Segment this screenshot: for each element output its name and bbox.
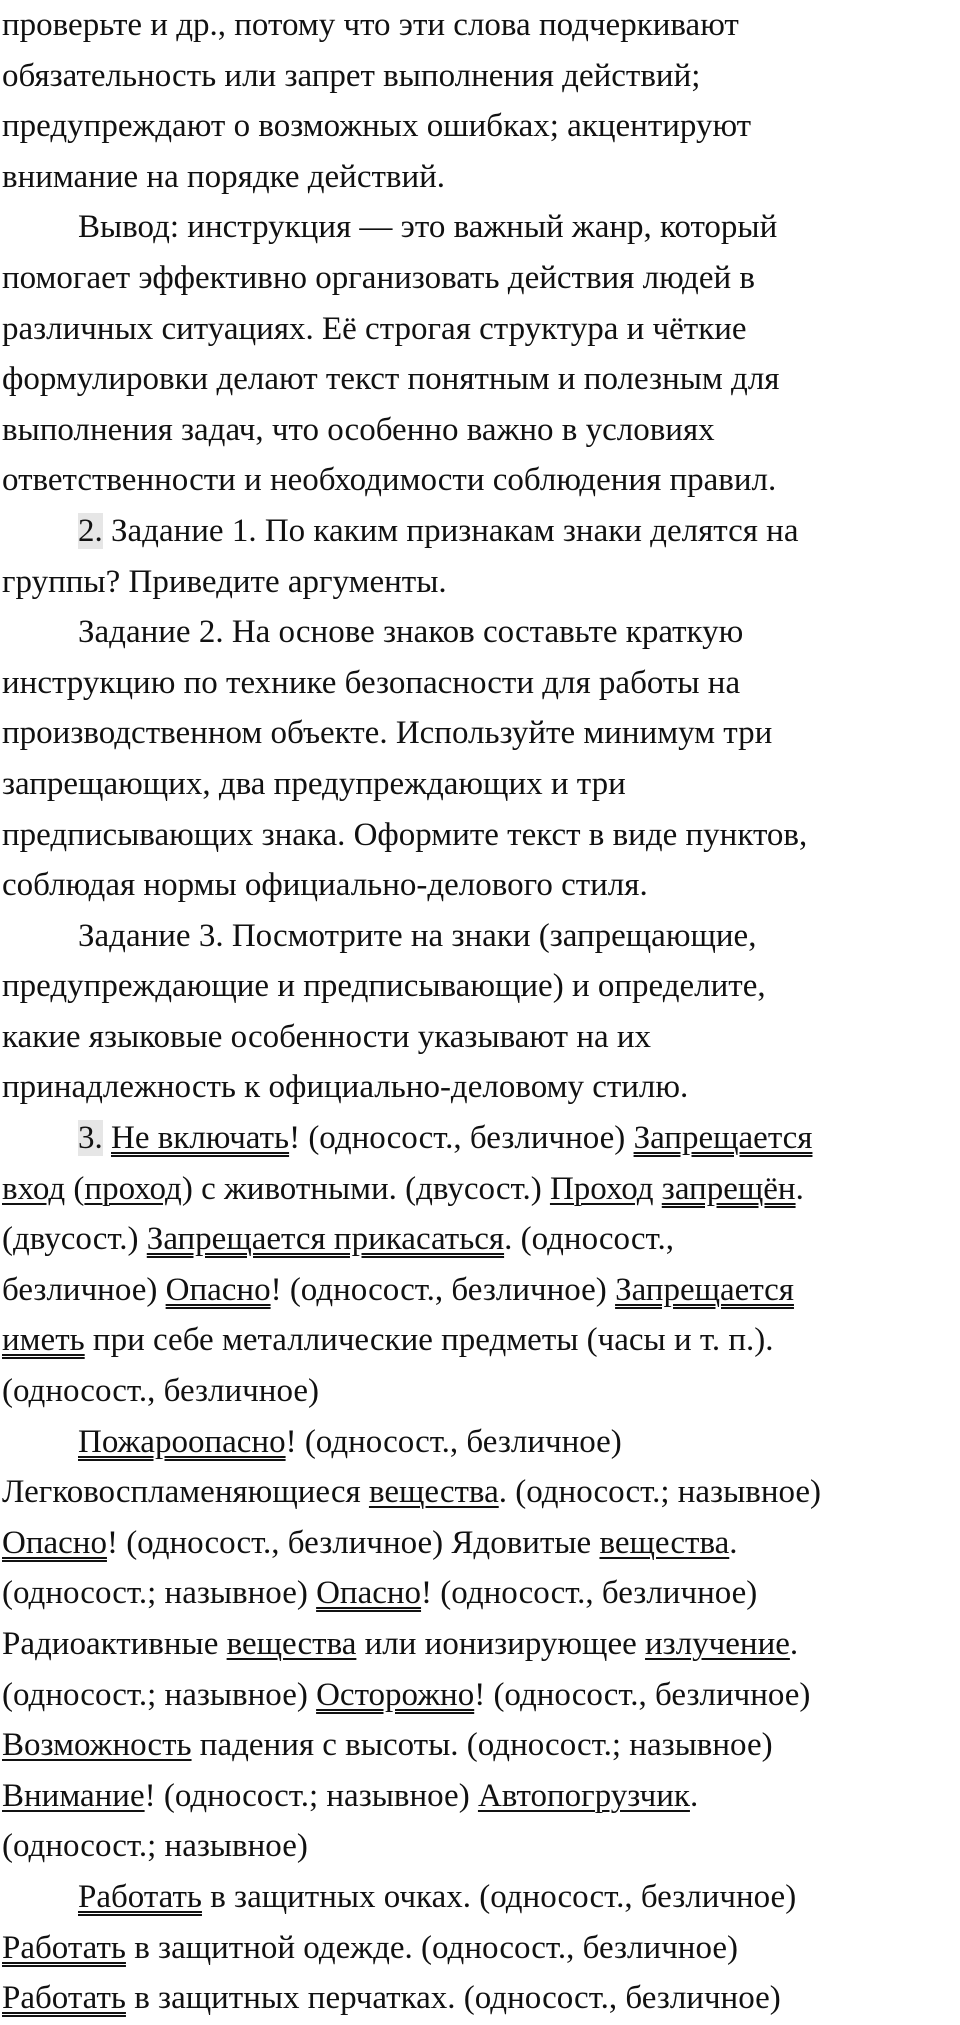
text-run: при себе металлические предметы (часы и т. п.). [84,1322,774,1359]
text-run: . [789,1626,799,1662]
text-run: . (односост., [504,1221,674,1258]
predicate-word: запрещён [661,1170,796,1207]
text-line [0,911,960,962]
text-run: ! (односост., безличное) [285,1423,622,1460]
text-run [654,1171,662,1207]
text-line [0,1619,960,1670]
text-line [0,810,960,861]
text-line [0,253,960,304]
subject-word: вещества [599,1524,730,1561]
text-run: формулировки делают текст понятным и полезным для [2,361,780,398]
text-run: предупреждающие и предписывающие) и определите, [2,968,766,1005]
text-run: в защитной одежде. (односост., безличное) [125,1929,738,1966]
item-number: 3. [78,1120,103,1157]
predicate-word: иметь [2,1322,85,1359]
predicate-word: Опасно [2,1524,107,1561]
text-line [0,304,960,355]
text-line [0,152,960,203]
text-line [0,0,960,51]
text-run: ! (односост., безличное) [270,1271,616,1308]
predicate-word: Опасно [165,1271,271,1308]
text-run: (односост.; назывное) [2,1676,317,1713]
text-run: Задание 2. На основе знаков составьте краткую [78,614,744,651]
predicate-word: Запрещается прикасаться [146,1221,505,1258]
text-line [0,1771,960,1822]
text-run: . [689,1777,699,1814]
text-line [0,1417,960,1468]
predicate-word: Опасно [316,1575,422,1612]
text-run: падения с высоты. (односост.; назывное) [191,1727,773,1764]
subject-word: Внимание [2,1777,145,1814]
text-line [0,1670,960,1721]
text-line [0,1467,960,1518]
text-run: предупреждают о возможных ошибках; акцентируют [2,108,752,145]
text-line [0,1315,960,1366]
text-line [0,1568,960,1619]
text-run: обязательность или запрет выполнения действий; [2,57,701,94]
subject-word: вещества [226,1626,357,1662]
text-run: ! (односост., безличное) [289,1120,634,1157]
text-run: какие языковые особенности указывают на их [2,1018,652,1055]
text-run: ответственности и необходимости соблюдения правил. [2,462,777,499]
text-line [0,1214,960,1265]
text-line [0,101,960,152]
text-run: соблюдая нормы официально-делового стиля. [2,867,648,904]
predicate-word: Работать [2,1980,126,2017]
text-run: Вывод: инструкция — это важный жанр, который [78,209,778,246]
text-run: (двусост.) [2,1221,147,1258]
text-run: Задание 1. По каким признакам знаки делятся на [102,512,799,549]
predicate-word: Пожароопасно [78,1423,286,1460]
text-run: Радиоактивные [2,1626,227,1662]
text-run: ( [65,1170,85,1207]
item-number: 2. [78,512,103,549]
subject-word: вход [2,1170,66,1207]
predicate-word: Работать [2,1929,126,1966]
text-run: или ионизирующее [356,1626,646,1662]
text-run: внимание на порядке действий. [2,158,446,195]
text-run: предписывающих знака. Оформите текст в виде пунктов, [2,816,808,853]
text-line [0,405,960,456]
subject-word: Автопогрузчик [477,1777,690,1814]
subject-word: Возможность [2,1727,192,1764]
text-run: ! (односост., безличное) [474,1676,811,1713]
text-line [0,1973,960,2024]
text-line [0,1720,960,1771]
text-run: инструкцию по технике безопасности для работы на [2,664,741,701]
text-run: проверьте и др., потому что эти слова подчеркивают [2,7,739,43]
text-line [0,1012,960,1063]
text-run: Задание 3. Посмотрите на знаки (запрещающие, [78,917,757,954]
text-run: (односост.; назывное) [2,1575,317,1612]
text-run: ) с животными. (двусост.) [181,1170,550,1207]
text-line [0,51,960,102]
text-run: . [795,1170,804,1207]
text-run: помогает эффективно организовать действия людей в [2,259,755,296]
text-line [0,1366,960,1417]
text-run: ! (односост.; назывное) [144,1777,478,1814]
text-run: (односост., безличное) [2,1373,319,1410]
text-line [0,455,960,506]
text-run: ! (односост., безличное) [421,1575,758,1612]
text-line [0,1872,960,1923]
predicate-word: Работать [78,1878,202,1915]
text-run: запрещающих, два предупреждающих и три [2,765,626,802]
text-run: в защитных очках. (односост., безличное) [201,1878,797,1915]
text-line [0,708,960,759]
text-run: ! (односост., безличное) Ядовитые [106,1524,600,1561]
subject-word: проход [84,1170,182,1207]
subject-word: излучение [645,1626,790,1662]
predicate-word: Не включать [111,1120,290,1157]
text-line [0,1518,960,1569]
text-line [0,1821,960,1872]
text-line [0,1062,960,1113]
text-line [0,1923,960,1974]
text-run: группы? Приведите аргументы. [2,563,447,600]
text-line [0,202,960,253]
text-line [0,506,960,557]
text-line [0,759,960,810]
text-run: принадлежность к официально-деловому стилю. [2,1069,689,1106]
predicate-word: Запрещается [615,1271,794,1308]
text-line [0,961,960,1012]
text-run: производственном объекте. Используйте минимум три [2,715,773,752]
text-line [0,1164,960,1215]
text-run: безличное) [2,1271,166,1308]
text-run: . (односост.; назывное) [498,1474,822,1511]
predicate-word: Осторожно [316,1676,475,1713]
text-line [0,557,960,608]
predicate-word: Запрещается [633,1120,813,1157]
subject-word: вещества [368,1474,499,1511]
text-run: (односост.; назывное) [2,1828,308,1865]
text-line [0,1113,960,1164]
text-line [0,860,960,911]
text-line [0,354,960,405]
subject-word: Проход [549,1170,654,1207]
text-run: Легковоспламеняющиеся [2,1474,369,1511]
text-run: . [729,1524,738,1561]
text-line [0,658,960,709]
text-run [103,1120,111,1156]
text-run: в защитных перчатках. (односост., безличное) [125,1980,781,2017]
text-run: выполнения задач, что особенно важно в условиях [2,411,715,448]
text-line [0,1265,960,1316]
text-line [0,607,960,658]
text-run: различных ситуациях. Её строгая структура и чёткие [2,310,747,347]
